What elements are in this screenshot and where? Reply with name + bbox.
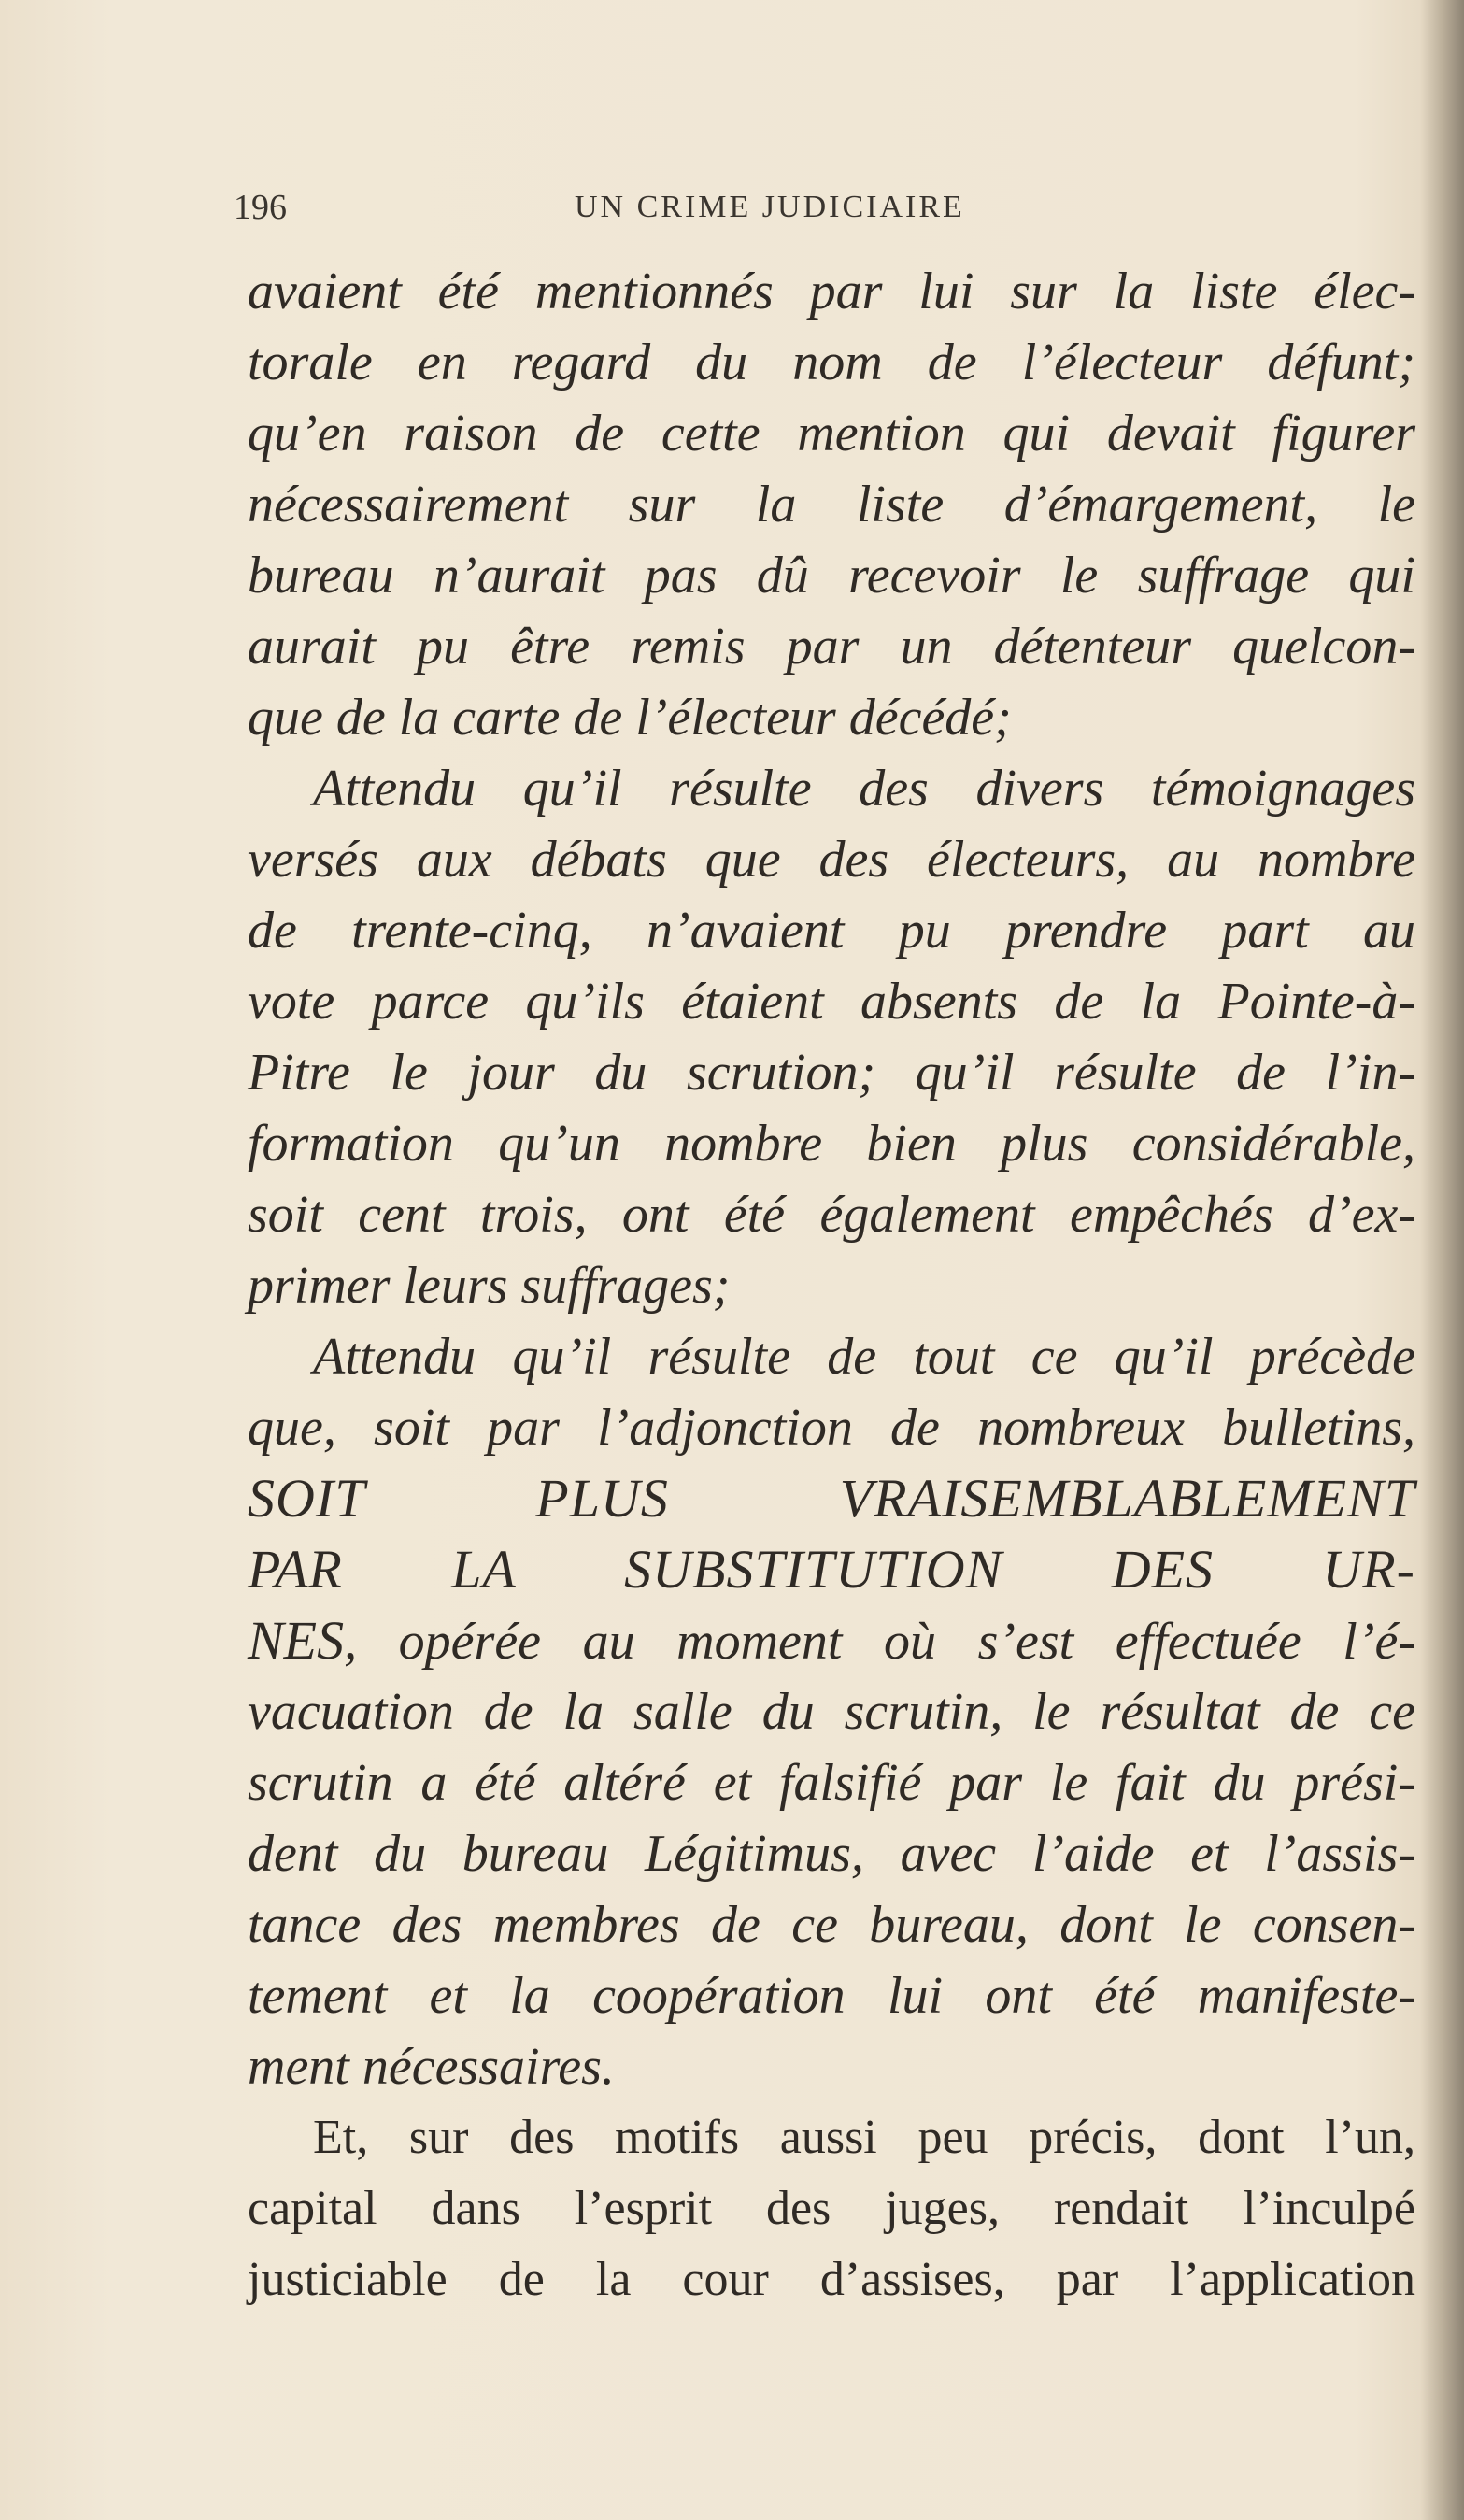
running-title: UN CRIME JUDICIAIRE — [575, 190, 965, 224]
emphasis-fragment: NES — [248, 1610, 345, 1671]
text-line: tance des membres de ce bureau, dont le consen- — [248, 1896, 1415, 1954]
text-line: tement et la coopération lui ont été manifeste- — [248, 1967, 1415, 2025]
text-line: Et, sur des motifs aussi peu précis, dont l’un, — [313, 2111, 1415, 2164]
text-line: que, soit par l’adjonction de nombreux bulletins, — [248, 1399, 1415, 1457]
body-text — [248, 256, 1415, 2315]
text-line: scrutin a été altéré et falsifié par le fait du prési- — [248, 1754, 1415, 1812]
text-line: Attendu qu’il résulte de tout ce qu’il précède — [313, 1328, 1415, 1386]
text-line: aurait pu être remis par un détenteur quelcon- — [248, 618, 1415, 676]
text-line: primer leurs suffrages; — [248, 1257, 731, 1315]
paragraph-quoted-3 — [248, 1321, 1415, 2102]
text-line: Attendu qu’il résulte des divers témoignages — [313, 760, 1415, 818]
page-number: 196 — [234, 188, 287, 227]
text-line: justiciable de la cour d’assises, par l’application — [248, 2253, 1415, 2306]
text-line: vacuation de la salle du scrutin, le résultat de ce — [248, 1683, 1415, 1741]
text-line: avaient été mentionnés par lui sur la liste élec- — [248, 263, 1415, 320]
text-line: bureau n’aurait pas dû recevoir le suffrage qui — [248, 547, 1415, 605]
text-line: capital dans l’esprit des juges, rendait l’inculpé — [248, 2182, 1415, 2235]
text-line: Pitre le jour du scrution; qu’il résulte de l’in- — [248, 1044, 1415, 1102]
text-line: dent du bureau Légitimus, avec l’aide et l’assis- — [248, 1825, 1415, 1883]
paragraph-narrative — [248, 2102, 1415, 2315]
text-line: vote parce qu’ils étaient absents de la Pointe-à- — [248, 973, 1415, 1031]
text-line: formation qu’un nombre bien plus considérable, — [248, 1115, 1415, 1173]
text-line: soit cent trois, ont été également empêchés d’ex- — [248, 1186, 1415, 1244]
text-line: ment nécessaires. — [248, 2038, 615, 2096]
text-line: de trente-cinq, n’avaient pu prendre part au — [248, 902, 1415, 960]
text-line — [248, 1605, 1415, 1676]
text-line: qu’en raison de cette mention qui devait figurer — [248, 405, 1415, 463]
text-line: nécessairement sur la liste d’émargement, le — [248, 476, 1415, 534]
text-line: que de la carte de l’électeur décédé; — [248, 689, 1012, 747]
text-line-emphasis: SOIT PLUS VRAISEMBLABLEMENT — [248, 1468, 1415, 1529]
text-line-emphasis: PAR LA SUBSTITUTION DES UR- — [248, 1539, 1415, 1600]
paragraph-quoted-1 — [248, 256, 1415, 753]
text-fragment: , opérée au moment où s’est effectuée l’é- — [344, 1613, 1415, 1671]
text-line: torale en regard du nom de l’électeur défunt; — [248, 334, 1415, 392]
text-line: versés aux débats que des électeurs, au nombre — [248, 831, 1415, 889]
paragraph-quoted-2 — [248, 753, 1415, 1321]
